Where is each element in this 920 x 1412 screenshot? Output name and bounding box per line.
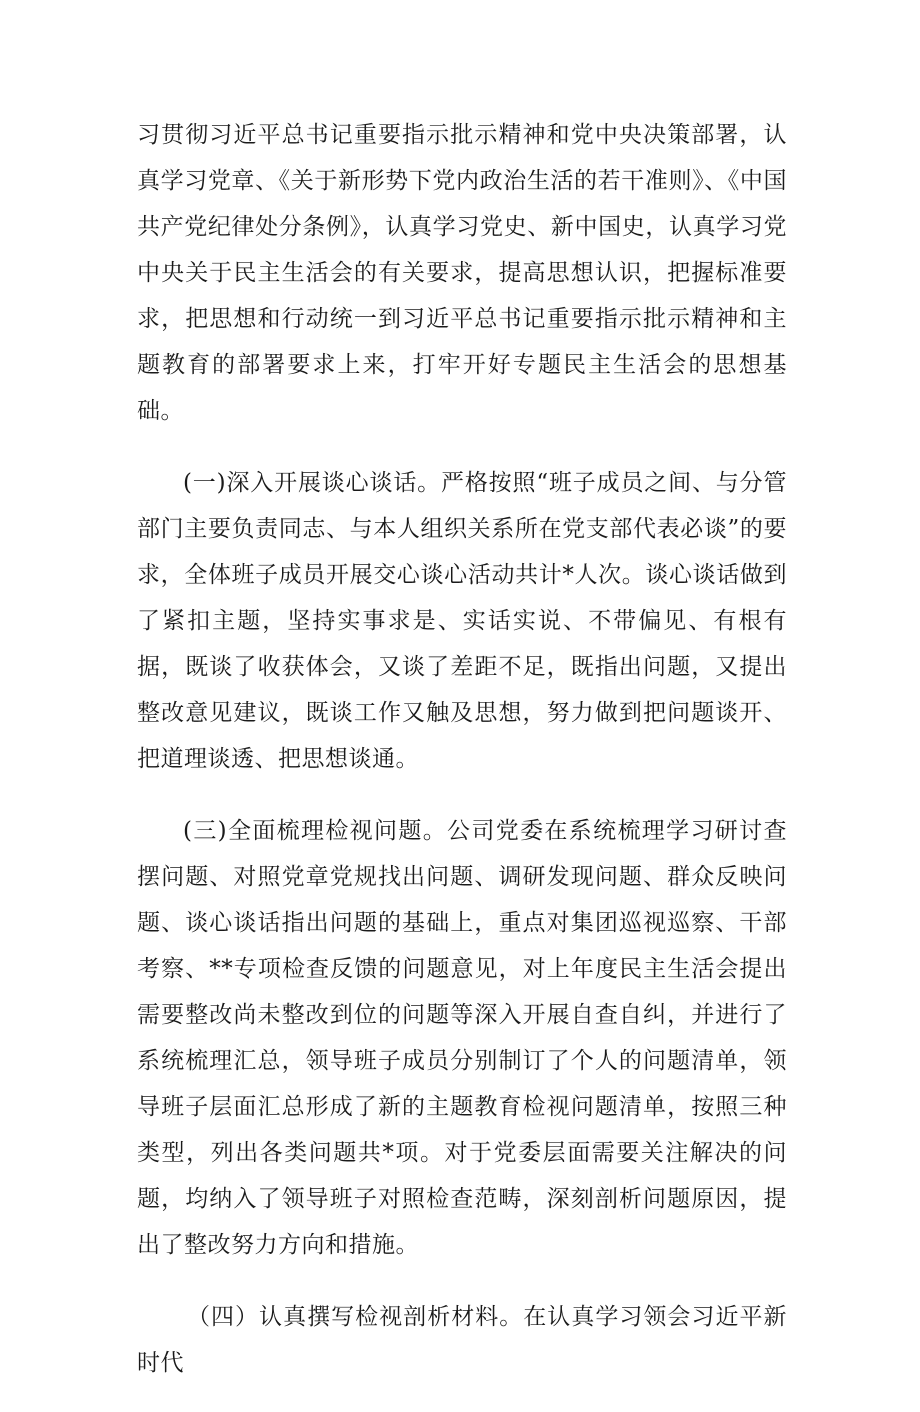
- paragraph-study-continuation: 习贯彻习近平总书记重要指示批示精神和党中央决策部署，认真学习党章、《关于新形势下党内政治生活的若干准则》、《中国共产党纪律处分条例》，认真学习党史、新中国史，认真学习党中央关于民主生活会的有关要求，提高思想认识，把握标准要求，把思想和行动统一到习近平总书记重要指示批示精神和主题教育的部署要求上来，打牢开好专题民主生活会的思想基础。: [137, 122, 787, 424]
- paragraph-write-analysis-materials: （四）认真撰写检视剖析材料。在认真学习领会习近平新时代: [137, 1304, 787, 1376]
- document-page: [137, 112, 787, 1412]
- paragraph-heart-to-heart-talks: (一)深入开展谈心谈话。严格按照“班子成员之间、与分管部门主要负责同志、与本人组织关系所在党支部代表必谈”的要求，全体班子成员开展交心谈心活动共计*人次。谈心谈话做到了紧扣主题，坚持实事求是、实话实说、不带偏见、有根有据，既谈了收获体会，又谈了差距不足，既指出问题，又提出整改意见建议，既谈工作又触及思想，努力做到把问题谈开、把道理谈透、把思想谈通。: [137, 470, 787, 772]
- paragraph-review-problems: (三)全面梳理检视问题。公司党委在系统梳理学习研讨查摆问题、对照党章党规找出问题、调研发现问题、群众反映问题、谈心谈话指出问题的基础上，重点对集团巡视巡察、干部考察、**专项检查反馈的问题意见，对上年度民主生活会提出需要整改尚未整改到位的问题等深入开展自查自纠，并进行了系统梳理汇总，领导班子成员分别制订了个人的问题清单，领导班子层面汇总形成了新的主题教育检视问题清单，按照三种类型，列出各类问题共*项。对于党委层面需要关注解决的问题，均纳入了领导班子对照检查范畴，深刻剖析问题原因，提出了整改努力方向和措施。: [137, 818, 787, 1258]
